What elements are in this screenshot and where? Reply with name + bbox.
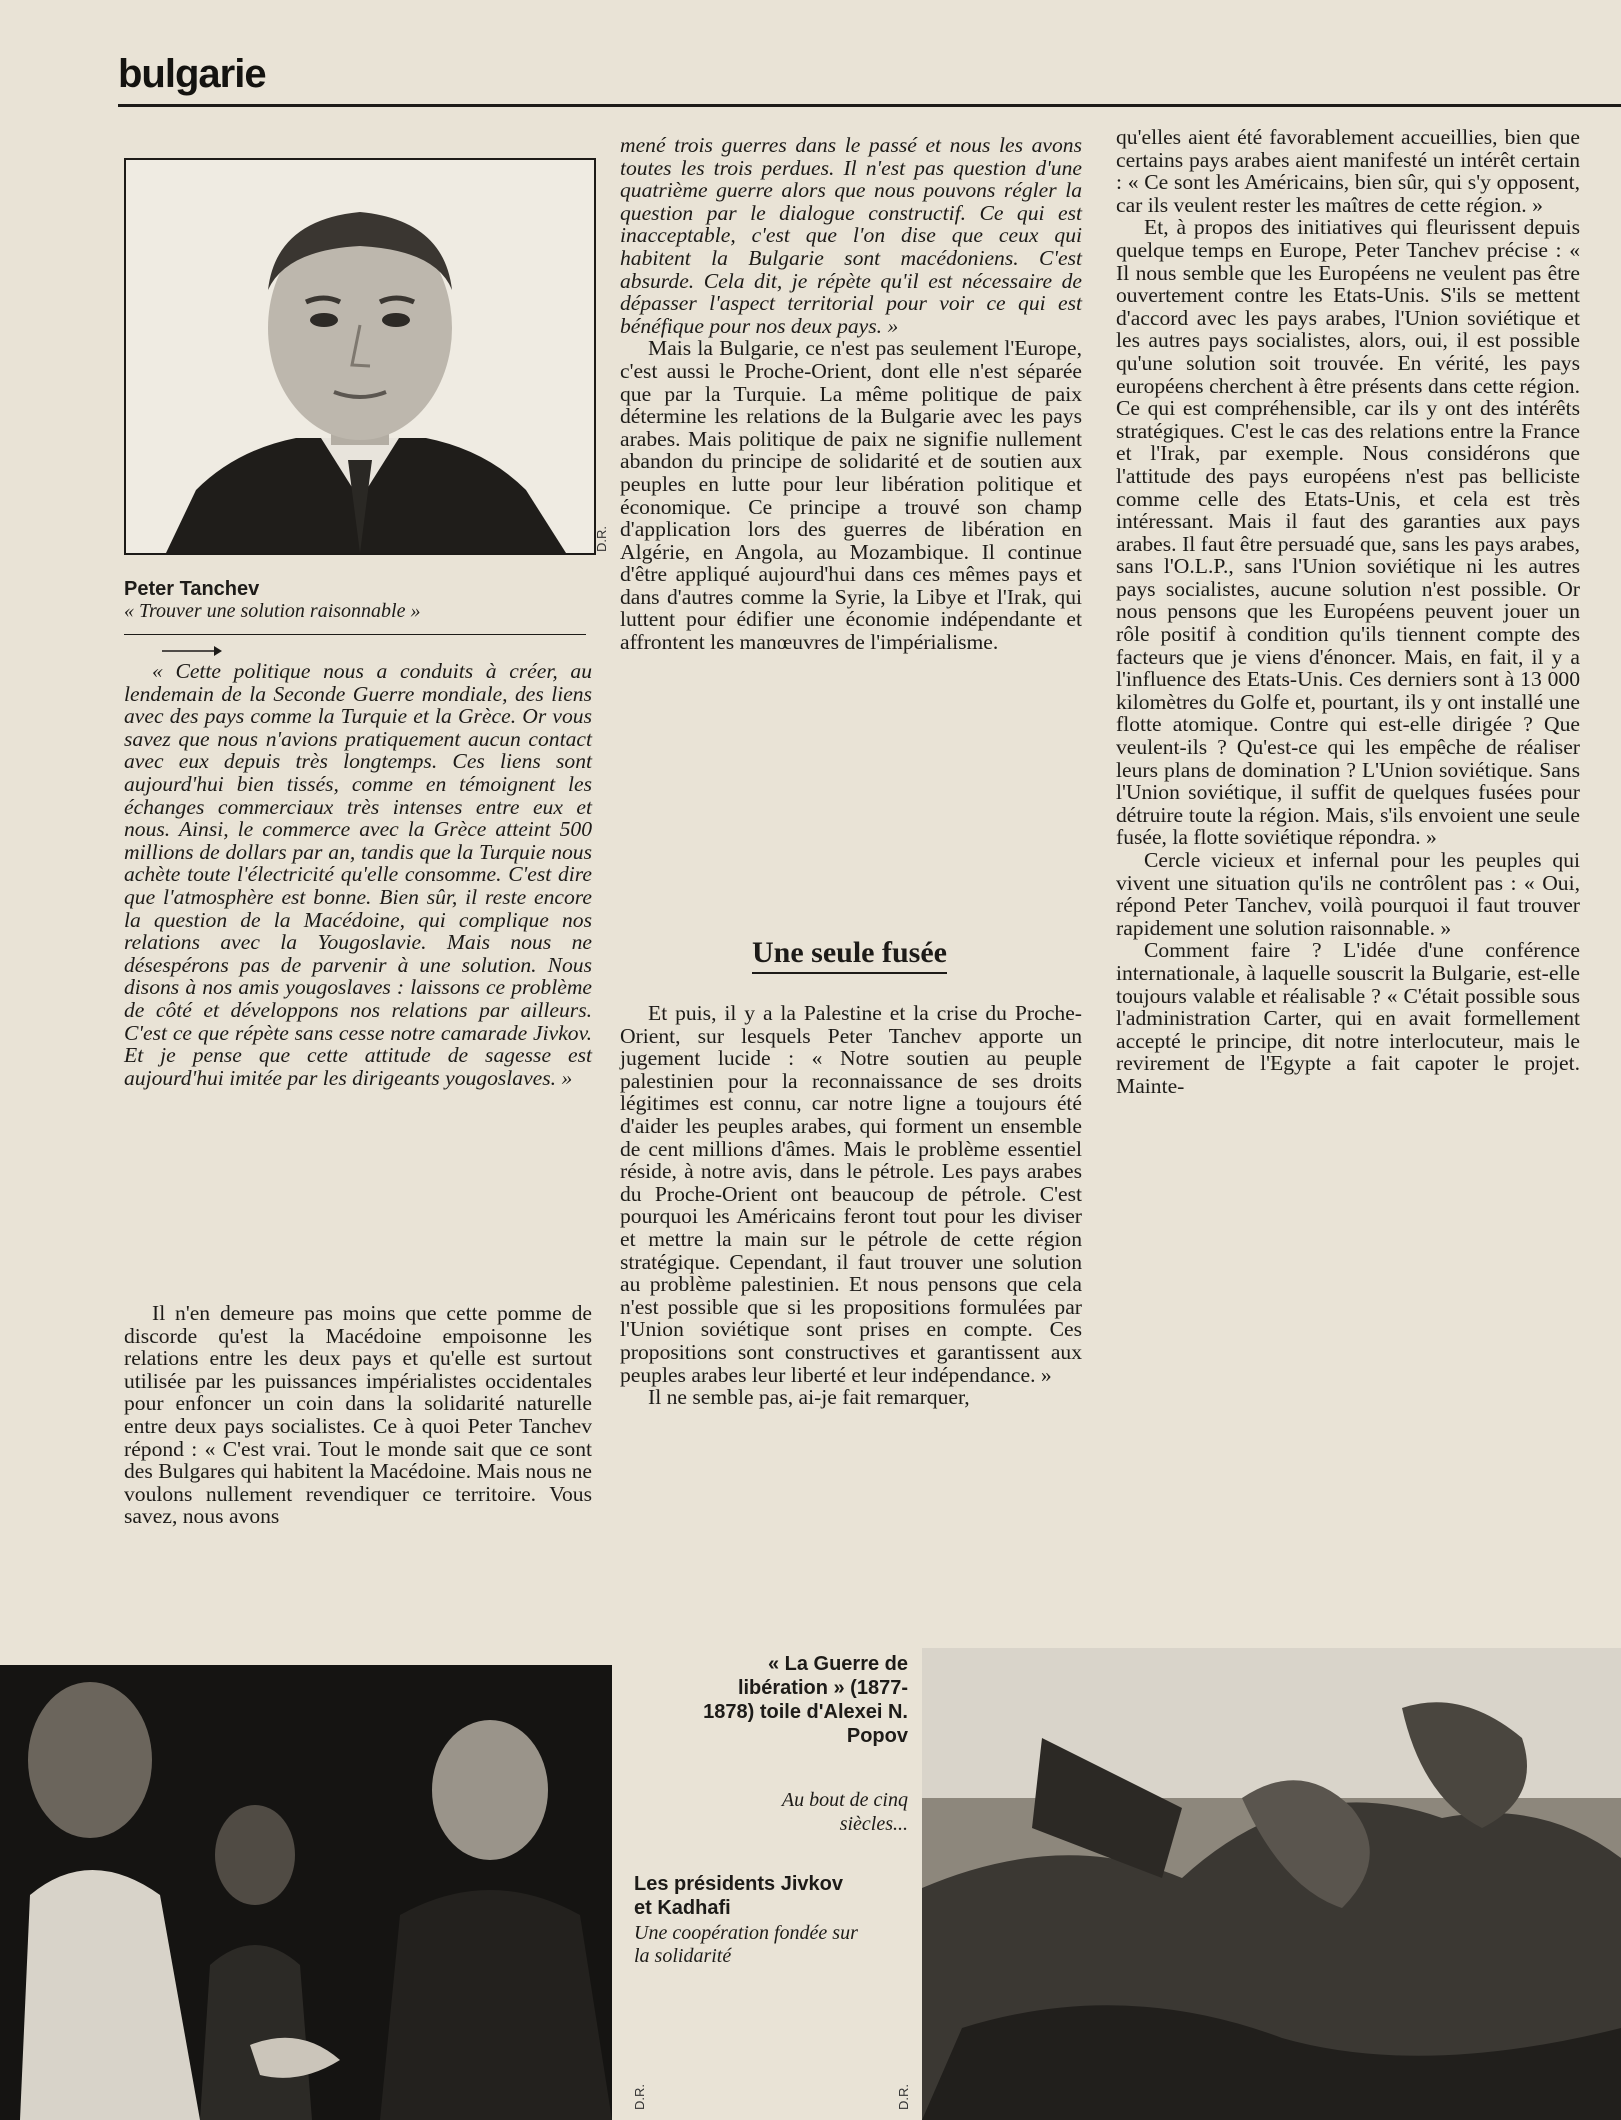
header-rule [118, 104, 1621, 107]
paragraph: qu'elles aient été favorablement accueillies, bien que certains pays arabes aient manifesté un intérêt certain : « Ce sont les Américains, bien sûr, qui s'y opposent, car ils veulent rester les maîtres de cette région. » [1116, 125, 1580, 217]
portrait-photo [124, 158, 596, 555]
portrait-illustration [126, 160, 594, 553]
arrow-icon [162, 644, 222, 658]
article-column-2 [620, 134, 1082, 654]
article-column-1-cont [124, 1302, 592, 1528]
presidents-caption-sub: Une coopération fondée sur la solidarité [634, 1922, 858, 1967]
article-column-1 [124, 660, 592, 1089]
portrait-caption-quote: « Trouver une solution raisonnable » [124, 600, 421, 622]
painting-caption-title: « La Guerre de libération » (1877-1878) toile d'Alexei N. Popov [703, 1653, 908, 1747]
paragraph: Et puis, il y a la Palestine et la crise du Proche-Orient, sur lesquels Peter Tanchev apporte un jugement lucide : « Notre soutien au peuple palestinien pour la reconnaissance de ses droits légitimes est connu, car notre ligne a toujours été d'aider les peuples arabes, qui forment un ensemble de cent millions d'âmes. Mais le problème essentiel réside, à notre avis, dans le pétrole. Les pays arabes du Proche-Orient ont beaucoup de pétrole. C'est pourquoi les Américains feront tout pour les diviser et mettre la main sur le pétrole de cette région stratégique. Cependant, il faut trouver une solution au problème palestinien. Et nous pensons que cela n'est possible que si les propositions formulées par l'Union soviétique sont prises en compte. Ces propositions sont constructives et garantissent aux peuples arabes leur liberté et leur indépendance. » [620, 1001, 1082, 1387]
photo-credit-left: D.R. [632, 2084, 647, 2110]
presidents-illustration [0, 1665, 612, 2120]
paragraph: Et, à propos des initiatives qui fleurissent depuis quelque temps en Europe, Peter Tanchev précise : « Il nous semble que les Européens ne veulent pas être ouvertement contre les Etats-Unis. S'ils se mettent d'accord avec les pays arabes, l'Union soviétique et les autres pays socialistes, alors, oui, il est possible qu'une solution soit trouvée. En vérité, les pays européens cherchent à être présents dans cette région. Ce qui est compréhensible, car ils y ont des intérêts stratégiques. C'est le cas des relations entre la France et l'Irak, par exemple. Nous considérons que l'attitude des pays européens n'est pas belliciste comme celle des Etats-Unis, et cela est très intéressant. Mais il faut des garanties aux pays arabes. Il faut être persuadé que, sans les pays arabes, sans l'O.L.P., sans l'Union soviétique ni les autres pays socialistes, aucune solution n'est possible. Or nous pensons que les Européens peuvent jouer un rôle positif à condition qu'ils tiennent compte des facteurs que je viens d'énoncer. Mais, en fait, il y a l'influence des Etats-Unis. Ces derniers sont à 13 000 kilomètres du Golfe et, pourtant, ils y ont installé une flotte atomique. Contre qui est-elle dirigée ? Que veulent-ils ? Qu'est-ce qui les empêche de réaliser leurs plans de domination ? L'Union soviétique. Sans l'Union soviétique, il suffit de quelques fusées pour détruire toute la région. Mais, s'ils envoient une seule fusée, la flotte soviétique répondra. » [1116, 215, 1580, 850]
portrait-caption-name: Peter Tanchev [124, 578, 260, 600]
paragraph: Il n'en demeure pas moins que cette pomme de discorde qu'est la Macédoine empoisonne les relations entre les deux pays et qu'elle est surtout utilisée par les puissances impérialistes occidentales pour enfoncer un coin dans la solidarité naturelle entre deux pays socialistes. Ce à quoi Peter Tanchev répond : « C'est vrai. Tout le monde sait que ce sont des Bulgares qui habitent la Macédoine. Mais nous ne voulons nullement revendiquer ce territoire. Vous savez, nous avons [124, 1301, 592, 1529]
section-title: bulgarie [118, 52, 266, 96]
paragraph: Mais la Bulgarie, ce n'est pas seulement l'Europe, c'est aussi le Proche-Orient, dont elle n'est séparée que par la Turquie. La même politique de paix détermine les relations de la Bulgarie avec les pays arabes. Mais politique de paix ne signifie nullement abandon du principe de solidarité et de soutien aux peuples en lutte pour leur libération politique et économique. Ce principe a trouvé son champ d'application lors des guerres de libération en Algérie, en Angola, au Mozambique. Il continue d'être appliqué aujourd'hui dans ces mêmes pays et dans d'autres comme la Syrie, la Libye et l'Irak, qui luttent pour édifier une économie indépendante et affrontent les manœuvres de l'impérialisme. [620, 336, 1082, 655]
painting-illustration [922, 1648, 1621, 2120]
paragraph: Comment faire ? L'idée d'une conférence internationale, à laquelle souscrit la Bulgarie, est-elle toujours valable et réalisable ? « C'était possible sous l'administration Carter, qui en avait formellement accepté le principe, dit notre interlocuteur, mais le revirement de l'Egypte a fait capoter le projet. Mainte- [1116, 938, 1580, 1098]
article-column-3 [1116, 126, 1580, 1098]
paragraph: Il ne semble pas, ai-je fait remarquer, [648, 1385, 970, 1410]
photo-credit-right: D.R. [896, 2084, 911, 2110]
portrait-credit: D.R. [594, 526, 609, 552]
caption-rule [124, 634, 586, 635]
paragraph: « Cette politique nous a conduits à créer, au lendemain de la Seconde Guerre mondiale, des liens avec des pays comme la Turquie et la Grèce. Or vous savez que nous n'avions pratiquement aucun contact avec eux depuis très longtemps. Ces liens sont aujourd'hui bien tissés, comme en témoignent les échanges commerciaux très intenses entre eux et nous. Ainsi, le commerce avec la Grèce atteint 500 millions de dollars par an, tandis que la Turquie nous achète toute l'électricité qu'elle consomme. C'est dire que l'atmosphère est bonne. Bien sûr, il reste encore la question de la Macédoine, qui complique nos relations avec la Yougoslavie. Mais nous ne désespérons pas de parvenir à une solution. Nous disons à nos amis yougoslaves : laissons ce problème de côté et développons nos relations par ailleurs. C'est ce que répète sans cesse notre camarade Jivkov. Et je pense que cette attitude de sagesse est aujourd'hui imitée par les dirigeants yougoslaves. » [124, 659, 592, 1090]
presidents-photo [0, 1665, 612, 2120]
painting-caption-sub: Au bout de cinq siècles... [781, 1789, 908, 1835]
paragraph: Cercle vicieux et infernal pour les peuples qui vivent une situation qu'ils ne contrôlent pas : « Oui, répond Peter Tanchev, voilà pourquoi il faut trouver rapidement une solution raisonnable. » [1116, 848, 1580, 940]
article-column-2b [620, 1002, 1082, 1409]
subheading: Une seule fusée [752, 936, 947, 974]
presidents-caption-title: Les présidents Jivkov et Kadhafi [634, 1873, 843, 1919]
paragraph: mené trois guerres dans le passé et nous les avons toutes les trois perdues. Il n'est pas question d'une quatrième guerre alors que nous pouvons régler la question par le dialogue constructif. Ce qui est inacceptable, c'est que l'on dise que ceux qui habitent la Bulgarie sont macédoniens. C'est absurde. Cela dit, je répète qu'il est nécessaire de dépasser l'aspect territorial pour voir ce qui est bénéfique pour nos deux pays. » [620, 133, 1082, 338]
painting-photo [922, 1648, 1621, 2120]
